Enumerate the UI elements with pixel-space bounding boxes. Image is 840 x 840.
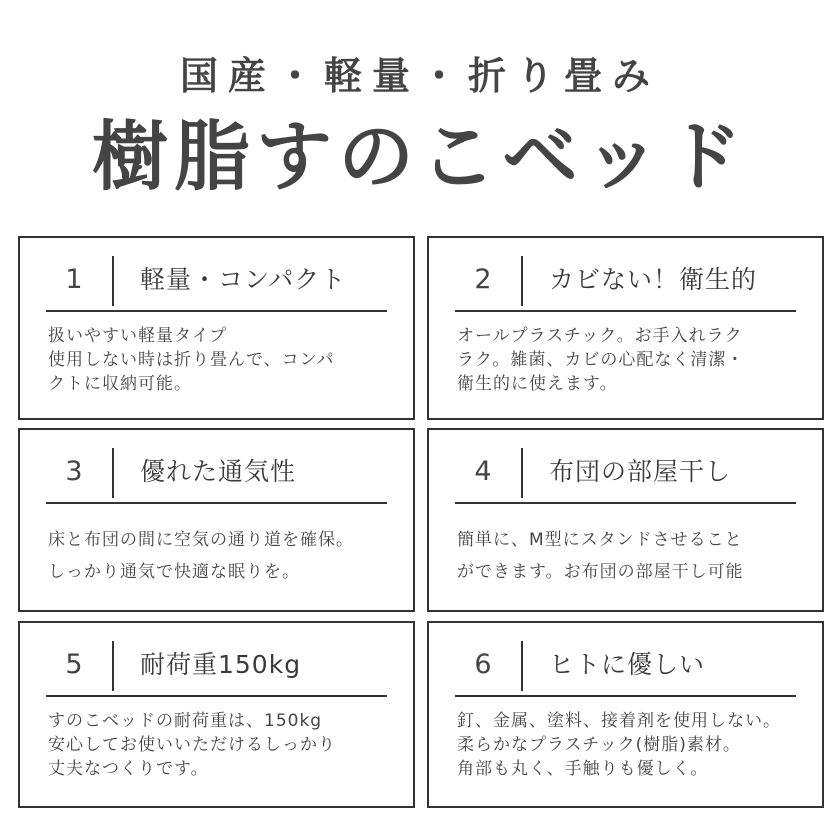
- feature-description-line: オールプラスチック。お手入れラク: [457, 326, 743, 346]
- feature-card-header: [46, 637, 387, 697]
- feature-divider: [521, 256, 523, 306]
- feature-description-line: 扱いやすい軽量タイプ: [48, 326, 228, 346]
- feature-description: [48, 709, 399, 781]
- feature-description-line: しっかり通気で快適な眠りを。: [48, 562, 300, 582]
- feature-number: 2: [474, 264, 492, 295]
- feature-card-hygienic: [427, 236, 824, 420]
- feature-description-line: ラク。雑菌、カビの心配なく清潔・: [457, 350, 745, 370]
- feature-divider: [521, 448, 523, 498]
- feature-number: 4: [474, 456, 492, 487]
- feature-description: [457, 324, 808, 396]
- feature-heading: ヒトに優しい: [549, 650, 706, 679]
- feature-card-ventilation: [18, 428, 415, 612]
- feature-divider: [521, 641, 523, 691]
- feature-description-line: 安心してお使いいただけるしっかり: [48, 735, 336, 755]
- feature-divider: [112, 641, 114, 691]
- feature-card-header: [455, 444, 796, 504]
- feature-card-header: [46, 444, 387, 504]
- feature-description: [48, 524, 399, 588]
- feature-description: [457, 524, 808, 588]
- feature-heading: 軽量・コンパクト: [140, 265, 347, 294]
- feature-description-line: クトに収納可能。: [48, 374, 192, 394]
- feature-number: 6: [474, 649, 492, 680]
- feature-description-line: 衛生的に使えます。: [457, 374, 618, 394]
- feature-description-line: 柔らかなプラスチック(樹脂)素材。: [457, 735, 741, 755]
- feature-heading: カビない！衛生的: [549, 265, 758, 294]
- feature-divider: [112, 448, 114, 498]
- feature-card-indoor-drying: [427, 428, 824, 612]
- feature-number: 3: [65, 456, 83, 487]
- feature-description: [457, 709, 808, 781]
- feature-description-line: 角部も丸く、手触りも優しく。: [457, 759, 709, 779]
- feature-description-line: 使用しない時は折り畳んで、コンパ: [48, 350, 335, 370]
- feature-heading: 布団の部屋干し: [549, 457, 732, 486]
- feature-description-line: 釘、金属、塗料、接着剤を使用しない。: [457, 711, 781, 731]
- feature-number: 1: [65, 264, 83, 295]
- feature-card-header: [455, 252, 796, 312]
- feature-description-line: 床と布団の間に空気の通り道を確保。: [48, 530, 354, 550]
- page-title: 樹脂すのこベッド: [92, 112, 748, 201]
- feature-card-header: [46, 252, 387, 312]
- feature-card-lightweight: [18, 236, 415, 420]
- feature-description-line: すのこベッドの耐荷重は、150kg: [48, 711, 323, 731]
- feature-heading: 優れた通気性: [140, 457, 297, 486]
- feature-description-line: 簡単に、M型にスタンドさせること: [457, 530, 743, 550]
- feature-card-load-capacity: [18, 621, 415, 808]
- feature-heading: 耐荷重150kg: [140, 650, 302, 679]
- feature-number: 5: [65, 649, 83, 680]
- feature-description-line: 丈夫なつくりです。: [48, 759, 209, 779]
- feature-card-header: [455, 637, 796, 697]
- feature-divider: [112, 256, 114, 306]
- feature-description: [48, 324, 399, 396]
- feature-description-line: ができます。お布団の部屋干し可能: [457, 562, 744, 582]
- page-subtitle: 国産・軽量・折り畳み: [179, 54, 660, 98]
- feature-card-gentle: [427, 621, 824, 808]
